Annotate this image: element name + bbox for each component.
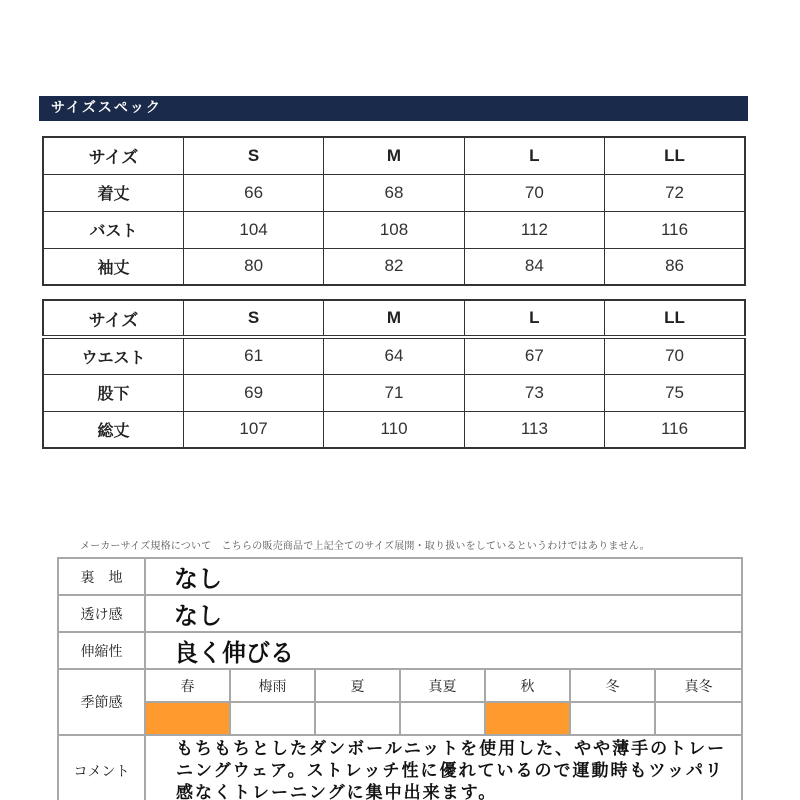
season-summer: 夏 xyxy=(315,669,400,702)
column-header: L xyxy=(464,137,604,174)
table-row xyxy=(43,174,745,211)
table-row xyxy=(43,337,745,374)
row-label: 股下 xyxy=(43,374,183,411)
comment-label: コメント xyxy=(58,735,145,800)
table-row xyxy=(43,411,745,448)
table-row xyxy=(43,248,745,285)
cell-value: 82 xyxy=(324,248,464,285)
season-indicator-rainy xyxy=(230,702,315,735)
size-disclaimer-note: メーカーサイズ規格について こちらの販売商品で上記全てのサイズ展開・取り扱いをしているというわけではありません。 xyxy=(80,541,650,552)
lining-value: なし xyxy=(145,558,742,595)
season-header-row xyxy=(58,669,742,702)
lining-row xyxy=(58,558,742,595)
cell-value: 104 xyxy=(183,211,323,248)
table-row xyxy=(43,374,745,411)
column-header: L xyxy=(464,300,604,337)
column-header: LL xyxy=(605,137,745,174)
row-label: 着丈 xyxy=(43,174,183,211)
cell-value: 61 xyxy=(183,337,323,374)
bottom-size-table xyxy=(42,299,746,449)
season-indicator-spring-active xyxy=(145,702,230,735)
cell-value: 113 xyxy=(464,411,604,448)
column-header: M xyxy=(324,300,464,337)
table-header-row xyxy=(43,137,745,174)
section-title-bar xyxy=(39,96,748,121)
cell-value: 72 xyxy=(605,174,745,211)
cell-value: 68 xyxy=(324,174,464,211)
season-autumn: 秋 xyxy=(485,669,570,702)
cell-value: 116 xyxy=(605,411,745,448)
stretch-value: 良く伸びる xyxy=(145,632,742,669)
table-header-row xyxy=(43,300,745,337)
comment-text: もちもちとしたダンボールニットを使用した、やや薄手のトレーニングウェア。ストレッチ性に優れているので運動時もツッパリ感なくトレーニングに集中出来ます。 xyxy=(145,735,742,800)
cell-value: 69 xyxy=(183,374,323,411)
cell-value: 86 xyxy=(605,248,745,285)
transparency-value: なし xyxy=(145,595,742,632)
cell-value: 112 xyxy=(464,211,604,248)
cell-value: 84 xyxy=(464,248,604,285)
season-indicator-winter xyxy=(570,702,655,735)
season-spring: 春 xyxy=(145,669,230,702)
cell-value: 75 xyxy=(605,374,745,411)
season-midwinter: 真冬 xyxy=(655,669,742,702)
product-info-table xyxy=(57,557,743,800)
row-label: バスト xyxy=(43,211,183,248)
season-indicator-summer xyxy=(315,702,400,735)
comment-row xyxy=(58,735,742,800)
table-row xyxy=(43,211,745,248)
section-title: サイズスペック xyxy=(51,100,162,116)
column-header: M xyxy=(324,137,464,174)
stretch-label: 伸縮性 xyxy=(58,632,145,669)
column-header: サイズ xyxy=(43,137,183,174)
cell-value: 110 xyxy=(324,411,464,448)
column-header: S xyxy=(183,300,323,337)
season-indicator-midwinter xyxy=(655,702,742,735)
season-winter: 冬 xyxy=(570,669,655,702)
cell-value: 64 xyxy=(324,337,464,374)
lining-label: 裏 地 xyxy=(58,558,145,595)
cell-value: 116 xyxy=(605,211,745,248)
top-size-table xyxy=(42,136,746,286)
column-header: LL xyxy=(605,300,745,337)
cell-value: 80 xyxy=(183,248,323,285)
column-header: サイズ xyxy=(43,300,183,337)
column-header: S xyxy=(183,137,323,174)
transparency-row xyxy=(58,595,742,632)
season-midsummer: 真夏 xyxy=(400,669,485,702)
season-indicator-autumn-active xyxy=(485,702,570,735)
season-label: 季節感 xyxy=(58,669,145,735)
cell-value: 70 xyxy=(464,174,604,211)
row-label: 袖丈 xyxy=(43,248,183,285)
cell-value: 66 xyxy=(183,174,323,211)
stretch-row xyxy=(58,632,742,669)
season-indicator-row xyxy=(58,702,742,735)
cell-value: 107 xyxy=(183,411,323,448)
transparency-label: 透け感 xyxy=(58,595,145,632)
cell-value: 67 xyxy=(464,337,604,374)
cell-value: 70 xyxy=(605,337,745,374)
row-label: 総丈 xyxy=(43,411,183,448)
season-indicator-midsummer xyxy=(400,702,485,735)
row-label: ウエスト xyxy=(43,337,183,374)
cell-value: 73 xyxy=(464,374,604,411)
cell-value: 108 xyxy=(324,211,464,248)
season-rainy: 梅雨 xyxy=(230,669,315,702)
cell-value: 71 xyxy=(324,374,464,411)
